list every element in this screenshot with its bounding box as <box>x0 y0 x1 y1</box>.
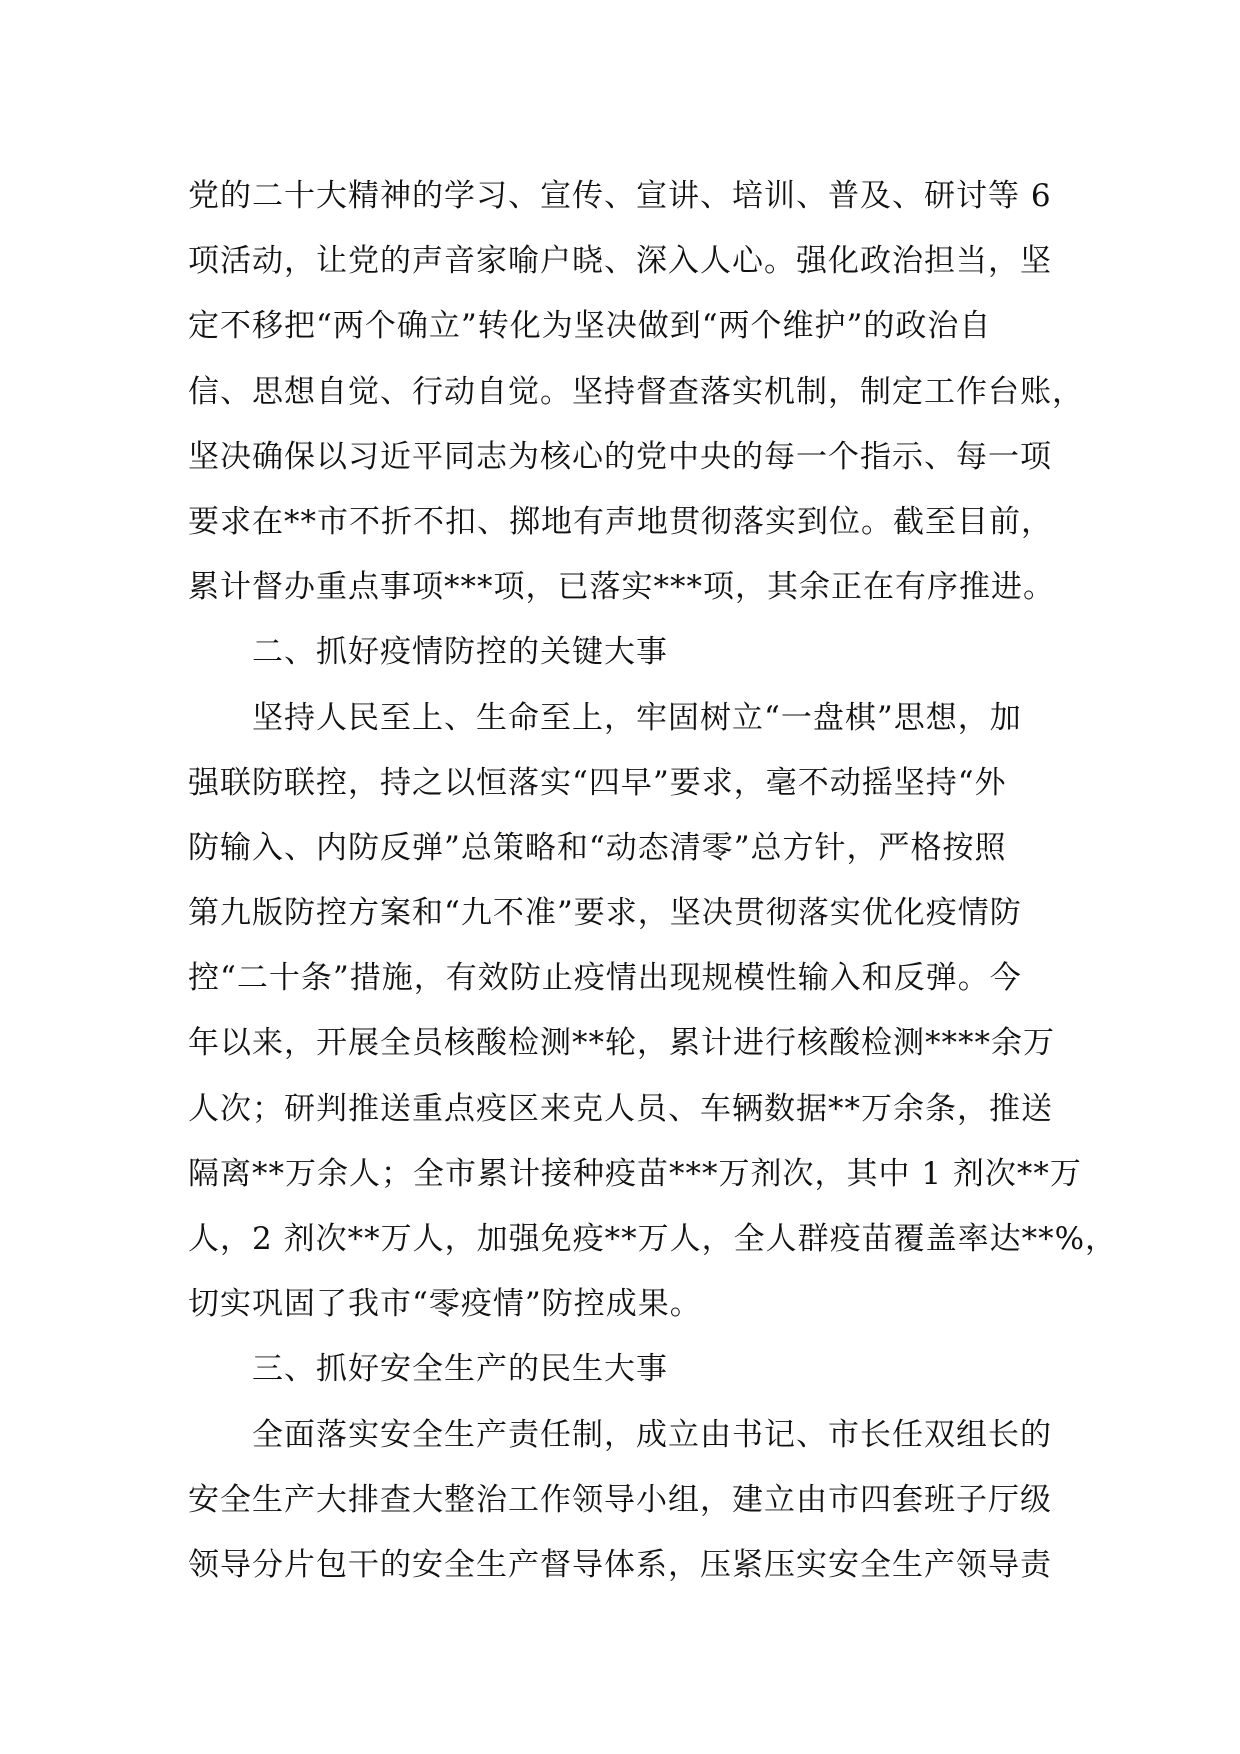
body-line: 隔离**万余人；全市累计接种疫苗***万剂次，其中 1 剂次**万 <box>188 1155 1082 1192</box>
section-heading-2: 二、抓好疫情防控的关键大事 <box>252 634 668 671</box>
paragraph-first-line: 全面落实安全生产责任制，成立由书记、市长任双组长的 <box>252 1416 1052 1453</box>
body-line: 党的二十大精神的学习、宣传、宣讲、培训、普及、研讨等 6 <box>188 178 1052 214</box>
body-line: 防输入、内防反弹”总策略和“动态清零”总方针，严格按照 <box>188 829 1007 866</box>
body-line: 要求在**市不折不扣、掷地有声地贯彻落实到位。截至目前， <box>188 503 1053 540</box>
section-heading-3: 三、抓好安全生产的民生大事 <box>252 1351 668 1388</box>
body-line: 定不移把“两个确立”转化为坚决做到“两个维护”的政治自 <box>188 308 992 345</box>
body-line: 第九版防控方案和“九不准”要求，坚决贯彻落实优化疫情防 <box>188 895 1022 932</box>
body-line: 项活动，让党的声音家喻户晓、深入人心。强化政治担当，坚 <box>188 243 1052 280</box>
body-line: 坚决确保以习近平同志为核心的党中央的每一个指示、每一项 <box>188 438 1052 475</box>
document-body <box>188 164 1118 1598</box>
body-line: 领导分片包干的安全生产督导体系，压紧压实安全生产领导责 <box>188 1546 1052 1583</box>
body-line: 安全生产大排查大整治工作领导小组，建立由市四套班子厅级 <box>188 1481 1052 1518</box>
body-line: 切实巩固了我市“零疫情”防控成果。 <box>188 1286 702 1323</box>
paragraph-first-line: 坚持人民至上、生命至上，牢固树立“一盘棋”思想，加 <box>252 699 1022 736</box>
body-line: 强联防联控，持之以恒落实“四早”要求，毫不动摇坚持“外 <box>188 764 1007 801</box>
body-line: 控“二十条”措施，有效防止疫情出现规模性输入和反弹。今 <box>188 960 1022 997</box>
body-line: 人，2 剂次**万人，加强免疫**万人，全人群疫苗覆盖率达**%， <box>188 1221 1118 1257</box>
body-line: 人次；研判推送重点疫区来克人员、车辆数据**万余条，推送 <box>188 1090 1053 1127</box>
body-line: 信、思想自觉、行动自觉。坚持督查落实机制，制定工作台账， <box>188 373 1084 410</box>
body-line: 累计督办重点事项***项，已落实***项，其余正在有序推进。 <box>188 569 1055 606</box>
body-line: 年以来，开展全员核酸检测**轮，累计进行核酸检测****余万 <box>188 1025 1055 1062</box>
